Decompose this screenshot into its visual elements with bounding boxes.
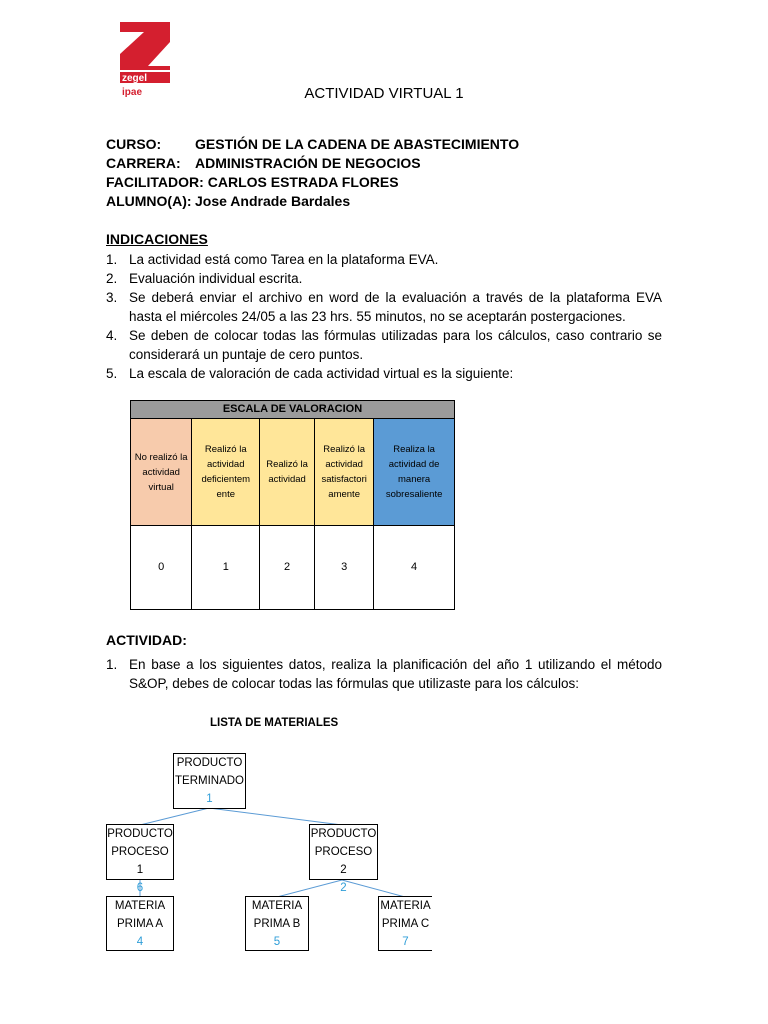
connector-line xyxy=(209,808,342,825)
item-number: 1. xyxy=(106,252,118,267)
connector-line xyxy=(140,808,209,825)
node-line1: MATERIA xyxy=(251,900,303,912)
node-quantity: 7 xyxy=(402,936,409,948)
node-line2: PRIMA A xyxy=(116,918,164,930)
node-line2: TERMINADO xyxy=(175,775,244,787)
scale-label-0: No realizó la actividad virtual xyxy=(131,419,192,526)
node-quantity: 5 xyxy=(273,936,281,948)
item-text: En base a los siguientes datos, realiza la planificación del año 1 utilizando el método S&OP, debes de colocar todas las fórmulas que utilizaste para los cálculos: xyxy=(129,657,662,691)
node-quantity: 2 xyxy=(340,882,347,894)
node-line1: PRODUCTO xyxy=(176,757,243,769)
item-text: La actividad está como Tarea en la plataforma EVA. xyxy=(129,252,439,267)
bom-node-producto-proceso-1 xyxy=(106,824,174,894)
node-line1: MATERIA xyxy=(114,900,166,912)
item-text: Se deben de colocar todas las fórmulas utilizadas para los cálculos, caso contrario se considerará un puntaje de cero puntos. xyxy=(129,328,662,362)
item-number: 5. xyxy=(106,366,118,381)
info-key: FACILITADOR: xyxy=(106,174,204,190)
item-number: 2. xyxy=(106,271,118,286)
info-key: ALUMNO(A): xyxy=(106,193,192,209)
info-value: Jose Andrade Bardales xyxy=(195,193,351,209)
node-line1: PRODUCTO xyxy=(310,828,377,840)
info-key: CARRERA: xyxy=(106,155,181,171)
item-text: La escala de valoración de cada actividad virtual es la siguiente: xyxy=(129,366,514,381)
bom-node-materia-prima-b xyxy=(245,896,309,951)
info-value: GESTIÓN DE LA CADENA DE ABASTECIMIENTO xyxy=(195,136,520,152)
document-title: ACTIVIDAD VIRTUAL 1 xyxy=(304,85,464,102)
indicaciones-heading: INDICACIONES xyxy=(106,231,208,247)
node-line1: PRODUCTO xyxy=(107,828,173,840)
node-line2: PRIMA B xyxy=(253,918,301,930)
node-quantity: 6 xyxy=(136,882,144,894)
info-value: CARLOS ESTRADA FLORES xyxy=(207,174,399,190)
item-number: 1. xyxy=(106,657,118,672)
node-quantity: 4 xyxy=(136,936,144,948)
scale-score-2: 2 xyxy=(260,526,315,610)
bom-node-materia-prima-a xyxy=(106,896,174,951)
scale-label-1: Realizó la actividad deficientem ente xyxy=(192,419,260,526)
logo-text-zegel: zegel xyxy=(122,73,148,84)
scale-label-3: Realizó la actividad satisfactori amente xyxy=(315,419,374,526)
actividad-heading: ACTIVIDAD: xyxy=(106,632,187,648)
grading-scale-header: ESCALA DE VALORACION xyxy=(131,401,455,419)
logo-text-ipae: ipae xyxy=(122,87,143,98)
scale-score-3: 3 xyxy=(315,526,374,610)
bom-title: LISTA DE MATERIALES xyxy=(210,717,339,729)
item-number: 4. xyxy=(106,328,118,343)
scale-label-4: Realiza la actividad de manera sobresaliente xyxy=(374,419,455,526)
bom-node-materia-prima-c xyxy=(378,896,432,951)
scale-score-4: 4 xyxy=(374,526,455,610)
scale-score-1: 1 xyxy=(192,526,260,610)
scale-label-2: Realizó la actividad xyxy=(260,419,315,526)
info-key: CURSO: xyxy=(106,136,162,152)
node-line2: PRIMA C xyxy=(381,918,430,930)
scale-score-0: 0 xyxy=(131,526,192,610)
node-line1: MATERIA xyxy=(380,900,431,912)
bom-node-producto-proceso-2 xyxy=(309,824,378,894)
info-value: ADMINISTRACIÓN DE NEGOCIOS xyxy=(195,155,421,171)
item-number: 3. xyxy=(106,290,118,305)
node-line2: PROCESO 1 xyxy=(111,846,169,876)
node-line2: PROCESO 2 xyxy=(314,846,373,876)
item-text: Evaluación individual escrita. xyxy=(129,271,303,286)
bom-node-producto-terminado xyxy=(173,753,246,809)
item-text: Se deberá enviar el archivo en word de la evaluación a través de la plataforma EVA hasta el miércoles 24/05 a las 23 hrs. 55 minutos, no se aceptarán postergaciones. xyxy=(129,290,662,324)
node-quantity: 1 xyxy=(206,793,213,805)
